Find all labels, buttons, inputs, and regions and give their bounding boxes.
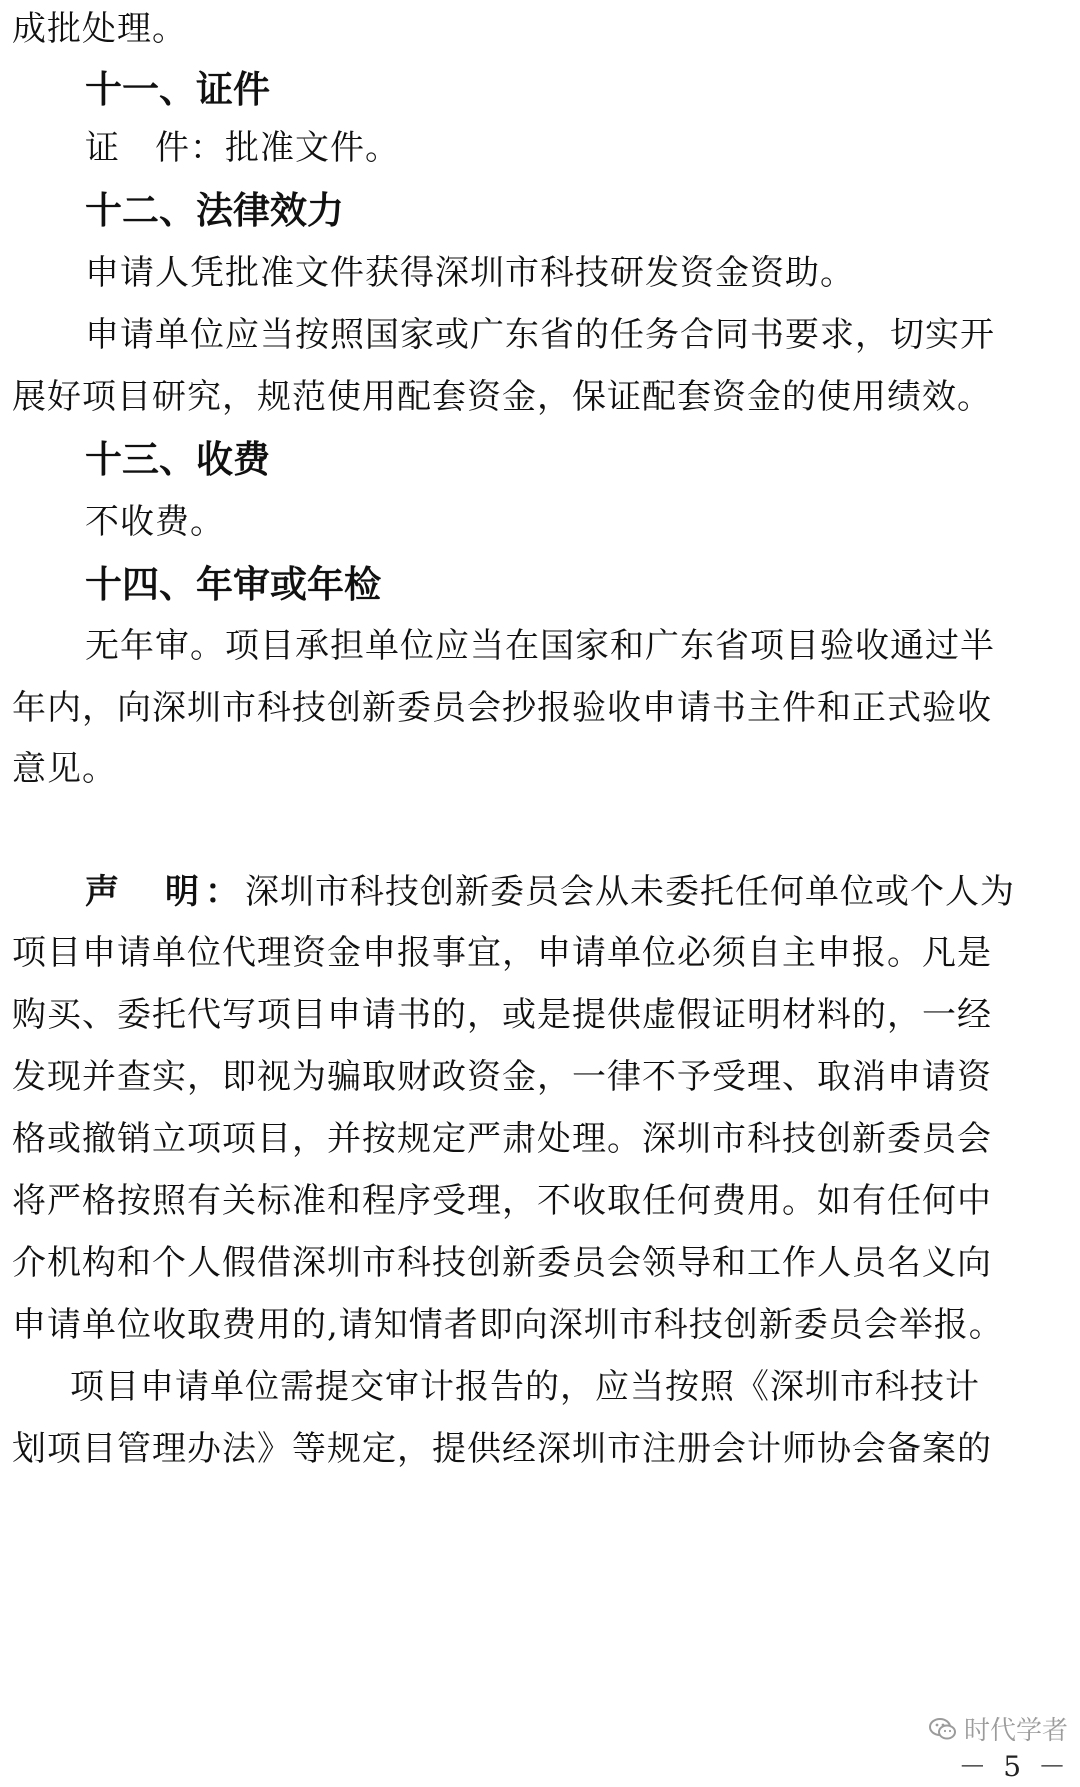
text-line: 将严格按照有关标准和程序受理，不收取任何费用。如有任何中 [12, 1181, 992, 1221]
text-line: 成批处理。 [12, 9, 187, 49]
section-heading-11: 十一、证件 [85, 68, 270, 111]
text-line: 意见。 [12, 749, 117, 789]
statement-line [85, 868, 1068, 916]
section-heading-12: 十二、法律效力 [85, 189, 344, 232]
statement-label: 声 明： [85, 872, 245, 912]
text-line: 申请单位应当按照国家或广东省的任务合同书要求，切实开 [85, 315, 995, 355]
statement-text: 深圳市科技创新委员会从未委托任何单位或个人为 [245, 872, 1015, 912]
text-line: 不收费。 [85, 502, 225, 542]
section-heading-14: 十四、年审或年检 [85, 563, 381, 606]
text-line: 介机构和个人假借深圳市科技创新委员会领导和工作人员名义向 [12, 1243, 992, 1283]
watermark [928, 1710, 1068, 1747]
wechat-icon [928, 1714, 958, 1744]
text-line: 购买、委托代写项目申请书的，或是提供虚假证明材料的，一经 [12, 995, 992, 1035]
text-line: 项目申请单位需提交审计报告的，应当按照《深圳市科技计 [70, 1367, 980, 1407]
watermark-text: 时代学者 [963, 1716, 1068, 1746]
text-line: 发现并查实，即视为骗取财政资金，一律不予受理、取消申请资 [12, 1057, 992, 1097]
text-line: 无年审。项目承担单位应当在国家和广东省项目验收通过半 [85, 626, 995, 666]
page-number: － 5 － [958, 1750, 1070, 1783]
text-line: 年内，向深圳市科技创新委员会抄报验收申请书主件和正式验收 [12, 688, 992, 728]
text-line: 格或撤销立项项目，并按规定严肃处理。深圳市科技创新委员会 [12, 1119, 992, 1159]
text-line: 证 件：批准文件。 [85, 128, 400, 168]
text-line: 展好项目研究，规范使用配套资金，保证配套资金的使用绩效。 [12, 377, 992, 417]
section-heading-13: 十三、收费 [85, 438, 270, 481]
text-line: 项目申请单位代理资金申报事宜，申请单位必须自主申报。凡是 [12, 933, 992, 973]
text-line: 申请人凭批准文件获得深圳市科技研发资金资助。 [85, 253, 855, 293]
text-line: 申请单位收取费用的,请知情者即向深圳市科技创新委员会举报。 [12, 1305, 1004, 1345]
text-line: 划项目管理办法》等规定，提供经深圳市注册会计师协会备案的 [12, 1429, 992, 1469]
